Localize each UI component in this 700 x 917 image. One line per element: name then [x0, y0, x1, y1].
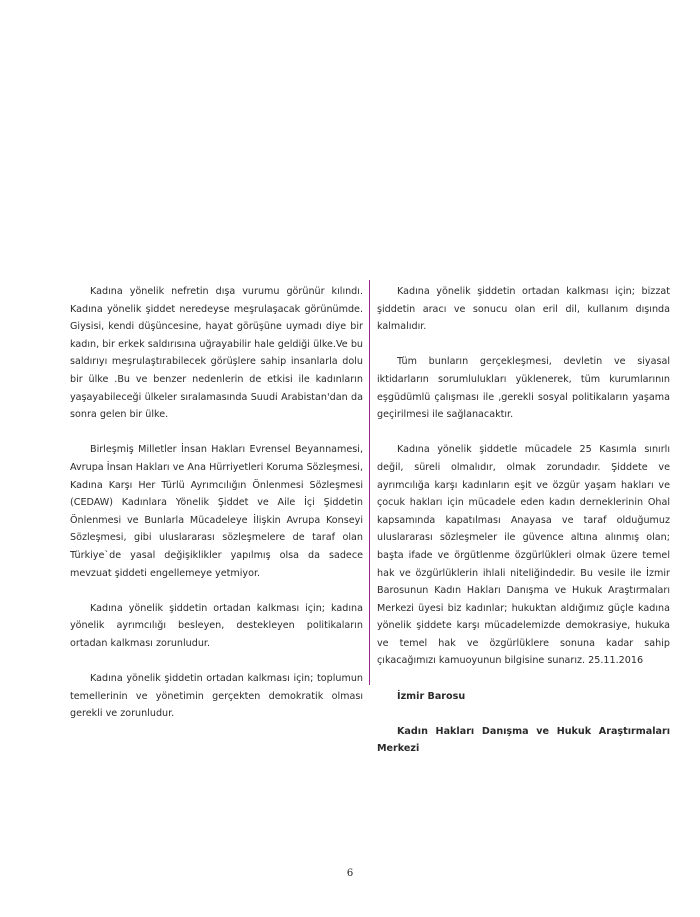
paragraph: Kadına yönelik şiddetin ortadan kalkması için; kadına yönelik ayrımcılığı besleyen, destekleyen politikaların ortadan kalkması zorunludur.	[70, 602, 363, 649]
column-divider	[369, 280, 370, 685]
paragraph: Tüm bunların gerçekleşmesi, devletin ve siyasal iktidarların sorumlulukları yüklenerek, tüm kurumlarının eşgüdümlü çalışması ile ,gerekli sosyal politikaların yaşama geçirilmesi ile sağlanacaktır.	[377, 356, 670, 421]
signature-center: Kadın Hakları Danışma ve Hukuk Araştırmaları Merkezi	[377, 725, 670, 755]
left-column	[70, 283, 363, 740]
paragraph: Kadına yönelik nefretin dışa vurumu görünür kılındı. Kadına yönelik şiddet neredeyse meşrulaşacak görünümde. Giysisi, kendi düşüncesine, hayat görüşüne uymadı diye bir kadın, bir erkek saldırısına uğrayabilir hale geldiği ülke.Ve bu saldırıyı meşrulaştırabilecek görüşlere sahip insanlarla dolu bir ülke .Bu ve benzer nedenlerin de etkisi ile kadınların yaşayabileceği ülkeler sıralamasında Suudi Arabistan'dan da sonra gelen bir ülke.	[70, 286, 363, 421]
paragraph: Kadına yönelik şiddetin ortadan kalkması için; bizzat şiddetin aracı ve sonucu olan eril dil, kullanım dışında kalmalıdır.	[377, 286, 670, 333]
paragraph: Birleşmiş Milletler İnsan Hakları Evrensel Beyannamesi, Avrupa İnsan Hakları ve Ana Hürriyetleri Koruma Sözleşmesi, Kadına Karşı Her Türlü Ayrımcılığın Önlenmesi Sözleşmesi (CEDAW) Kadınlara Yönelik Şiddet ve Aile İçi Şiddetin Önlenmesi ve Bunlarla Mücadeleye İlişkin Avrupa Konseyi Sözleşmesi, gibi uluslararası sözleşmelere de taraf olan Türkiye`de yasal değişiklikler yapılmış olsa da sadece mevzuat şiddeti engellemeye yetmiyor.	[70, 444, 363, 579]
signature-organization: İzmir Barosu	[397, 690, 466, 702]
paragraph: Kadına yönelik şiddetle mücadele 25 Kasımla sınırlı değil, süreli olmalıdır, olmak zorundadır. Şiddete ve ayrımcılığa karşı kadınların eşit ve özgür yaşam hakları ve çocuk hakları için mücadele eden kadın derneklerinin Ohal kapsamında kapatılması Anayasa ve taraf olduğumuz uluslararası sözleşmeler ile güvence altına alınmış olan; başta ifade ve örgütlenme özgürlükleri olmak üzere temel hak ve özgürlüklerin ihlali niteliğindedir. Bu vesile ile İzmir Barosunun Kadın Hakları Danışma ve Hukuk Araştırmaları Merkezi üyesi biz kadınlar; hukuktan aldığımız güçle kadına yönelik şiddete karşı mücadelemizde demokrasiye, hukuka ve temel hak ve özgürlüklere sonuna kadar sahip çıkacağımızı kamuoyunun bilgisine sunarız. 25.11.2016	[377, 444, 670, 667]
page-number: 6	[346, 868, 354, 879]
right-column	[377, 283, 670, 776]
paragraph: Kadına yönelik şiddetin ortadan kalkması için; toplumun temellerinin ve yönetimin gerçekten demokratik olması gerekli ve zorunludur.	[70, 673, 363, 720]
